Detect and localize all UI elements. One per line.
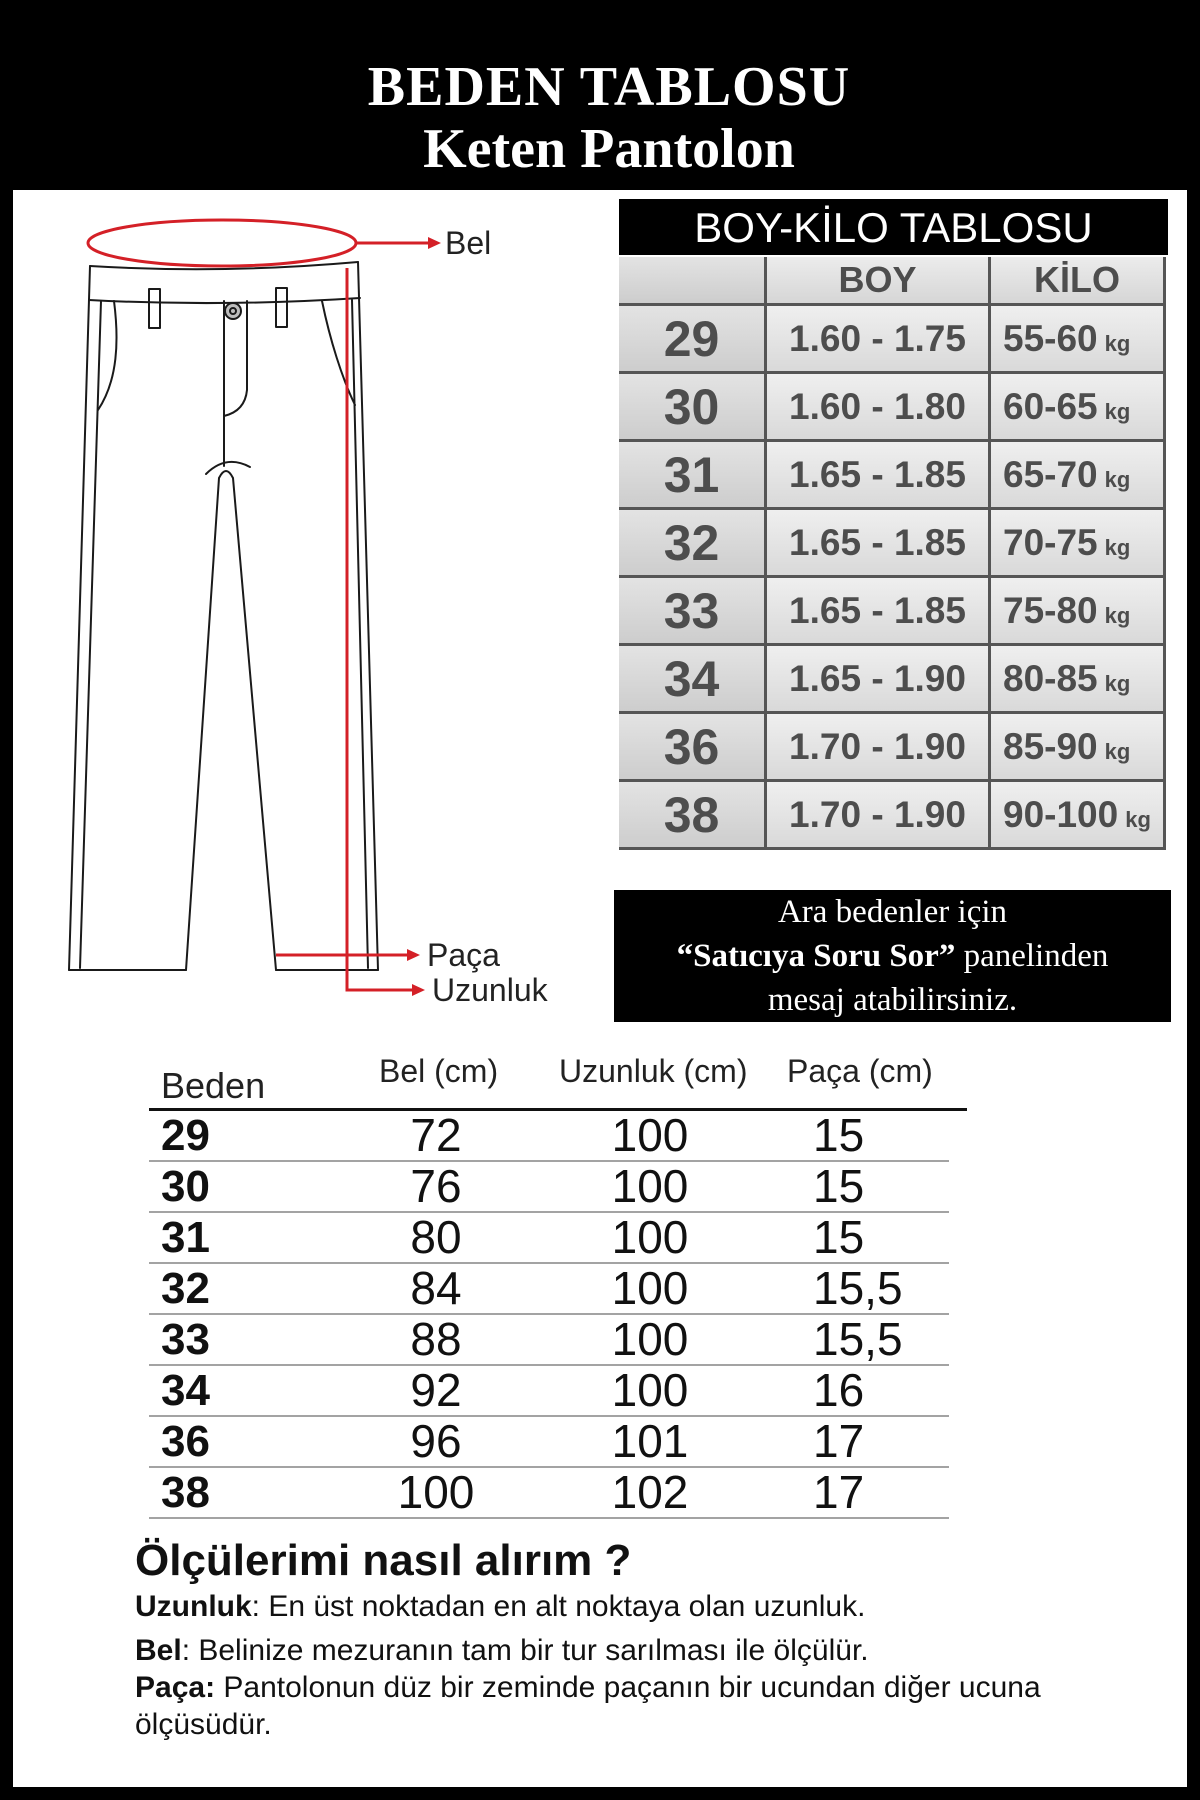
right-side-stitch — [352, 300, 368, 968]
kilo-value: 85-90 — [1003, 725, 1098, 767]
boy-kilo-title: BOY-KİLO TABLOSU — [619, 199, 1168, 255]
kilo-range — [1003, 590, 1130, 632]
paca-value: 15,5 — [813, 1313, 903, 1365]
howto-text: Pantolonun düz bir zeminde paçanın bir ucundan diğer ucuna — [215, 1671, 1041, 1704]
kilo-value: 75-80 — [1003, 589, 1098, 631]
bel-marker — [88, 220, 356, 266]
kilo-column-header: KİLO — [991, 257, 1163, 303]
uzunluk-value: 100 — [611, 1160, 689, 1212]
kilo-value: 65-70 — [1003, 453, 1098, 495]
size-cell: 30 — [619, 374, 764, 439]
kilo-unit: kg — [1125, 806, 1151, 832]
howto-text: : Belinize mezuranın tam bir tur sarılması ile ölçülür. — [181, 1634, 869, 1667]
uzunluk-value: 101 — [611, 1415, 689, 1467]
measurement-table — [149, 1111, 949, 1519]
right-outer-seam — [358, 262, 378, 970]
beden-value: 34 — [161, 1366, 210, 1415]
boy-cell: 1.65 - 1.85 — [767, 578, 988, 643]
boy-cell: 1.70 - 1.90 — [767, 782, 988, 847]
corner-cell — [619, 257, 764, 303]
howto-item-bel — [135, 1633, 869, 1669]
beden-value: 38 — [161, 1468, 210, 1517]
paca-column-header: Paça (cm) — [787, 1053, 933, 1089]
size-cell: 36 — [619, 714, 764, 779]
page-title: BEDEN TABLOSU — [367, 56, 851, 118]
paca-value: 15 — [813, 1160, 865, 1212]
bel-value: 96 — [410, 1415, 462, 1467]
uzunluk-column-header: Uzunluk (cm) — [559, 1053, 748, 1089]
howto-term: Bel — [135, 1634, 182, 1667]
paca-arrowhead — [407, 949, 420, 961]
kilo-unit: kg — [1104, 738, 1131, 764]
kilo-cell — [991, 782, 1163, 847]
table-row — [149, 1111, 949, 1162]
table-row — [149, 1468, 949, 1519]
size-cell: 29 — [619, 306, 764, 371]
uzunluk-value: 100 — [611, 1364, 689, 1416]
uzunluk-value: 100 — [611, 1109, 689, 1161]
uzunluk-arrowhead — [412, 984, 425, 996]
table-row — [149, 1417, 949, 1468]
table-row — [149, 1264, 949, 1315]
boy-cell: 1.65 - 1.85 — [767, 442, 988, 507]
kilo-range — [1003, 318, 1130, 360]
kilo-range — [1003, 386, 1130, 428]
kilo-cell — [991, 646, 1163, 711]
uzunluk-label: Uzunluk — [432, 972, 548, 1008]
note-line-1: Ara bedenler için — [777, 894, 1008, 930]
measurement-header — [149, 1050, 967, 1111]
bel-value: 88 — [410, 1313, 462, 1365]
inner-leg-seams — [186, 471, 276, 970]
paca-value: 16 — [813, 1364, 865, 1416]
kilo-unit: kg — [1104, 466, 1131, 492]
boy-cell: 1.70 - 1.90 — [767, 714, 988, 779]
howto-term: Paça: — [135, 1671, 216, 1704]
note-line-3: mesaj atabilirsiniz. — [767, 982, 1018, 1018]
size-cell: 34 — [619, 646, 764, 711]
left-outer-seam — [69, 266, 90, 970]
howto-item-paca — [135, 1670, 1041, 1706]
table-row — [149, 1315, 949, 1366]
info-note — [614, 890, 1171, 1022]
bel-arrowhead — [428, 237, 441, 249]
kilo-range — [1003, 794, 1151, 836]
bel-label: Bel — [445, 225, 492, 261]
note-line-2-rest: panelinden — [955, 938, 1109, 974]
bel-value: 72 — [410, 1109, 462, 1161]
kilo-value: 80-85 — [1003, 657, 1098, 699]
right-belt-loop — [276, 288, 287, 327]
howto-text: : En üst noktadan en alt noktaya olan uzunluk. — [251, 1590, 866, 1623]
boy-kilo-table — [619, 257, 1166, 850]
kilo-unit: kg — [1104, 534, 1131, 560]
size-cell: 33 — [619, 578, 764, 643]
right-pocket — [322, 301, 355, 405]
bel-value: 80 — [410, 1211, 462, 1263]
note-seller-question: “Satıcıya Soru Sor” — [676, 938, 956, 974]
bel-value: 100 — [397, 1466, 475, 1518]
beden-value: 36 — [161, 1417, 210, 1466]
beden-value: 30 — [161, 1162, 210, 1211]
uzunluk-value: 100 — [611, 1313, 689, 1365]
kilo-cell — [991, 510, 1163, 575]
table-row — [149, 1366, 949, 1417]
kilo-unit: kg — [1104, 602, 1131, 628]
kilo-cell — [991, 306, 1163, 371]
beden-value: 29 — [161, 1111, 210, 1160]
howto-item-paca-continued: ölçüsüdür. — [135, 1708, 272, 1741]
kilo-value: 60-65 — [1003, 385, 1098, 427]
uzunluk-value: 102 — [611, 1466, 689, 1518]
kilo-unit: kg — [1104, 670, 1131, 696]
left-side-stitch — [80, 301, 101, 968]
bel-column-header: Bel (cm) — [379, 1053, 499, 1089]
size-cell: 32 — [619, 510, 764, 575]
paca-value: 15 — [813, 1211, 865, 1263]
boy-cell: 1.65 - 1.85 — [767, 510, 988, 575]
beden-value: 31 — [161, 1213, 210, 1262]
button-icon — [225, 303, 241, 319]
paca-value: 17 — [813, 1466, 865, 1518]
kilo-unit: kg — [1104, 330, 1131, 356]
boy-cell: 1.60 - 1.75 — [767, 306, 988, 371]
page-subtitle: Keten Pantolon — [423, 118, 795, 180]
bel-value: 84 — [410, 1262, 462, 1314]
bel-value: 92 — [410, 1364, 462, 1416]
kilo-value: 90-100 — [1003, 793, 1119, 835]
beden-value: 33 — [161, 1315, 210, 1364]
kilo-range — [1003, 726, 1130, 768]
kilo-unit: kg — [1104, 398, 1131, 424]
pants-diagram — [0, 0, 600, 1040]
paca-value: 17 — [813, 1415, 865, 1467]
howto-item-uzunluk — [135, 1589, 865, 1625]
boy-column-header: BOY — [767, 257, 988, 303]
bel-value: 76 — [410, 1160, 462, 1212]
uzunluk-value: 100 — [611, 1262, 689, 1314]
table-row — [149, 1162, 949, 1213]
size-cell: 31 — [619, 442, 764, 507]
kilo-range — [1003, 522, 1130, 564]
beden-column-header: Beden — [161, 1065, 266, 1106]
note-line-2 — [614, 934, 1171, 978]
kilo-cell — [991, 578, 1163, 643]
size-cell: 38 — [619, 782, 764, 847]
kilo-value: 70-75 — [1003, 521, 1098, 563]
kilo-cell — [991, 374, 1163, 439]
uzunluk-value: 100 — [611, 1211, 689, 1263]
left-belt-loop — [149, 289, 160, 328]
table-row — [149, 1213, 949, 1264]
beden-value: 32 — [161, 1264, 210, 1313]
howto-title: Ölçülerimi nasıl alırım ? — [135, 1536, 632, 1585]
boy-cell: 1.60 - 1.80 — [767, 374, 988, 439]
paca-label: Paça — [427, 937, 500, 973]
kilo-cell — [991, 442, 1163, 507]
kilo-range — [1003, 454, 1130, 496]
paca-value: 15 — [813, 1109, 865, 1161]
howto-term: Uzunluk — [135, 1590, 252, 1623]
uzunluk-arrow — [347, 268, 414, 990]
kilo-value: 55-60 — [1003, 317, 1098, 359]
boy-cell: 1.65 - 1.90 — [767, 646, 988, 711]
paca-value: 15,5 — [813, 1262, 903, 1314]
kilo-range — [1003, 658, 1130, 700]
kilo-cell — [991, 714, 1163, 779]
